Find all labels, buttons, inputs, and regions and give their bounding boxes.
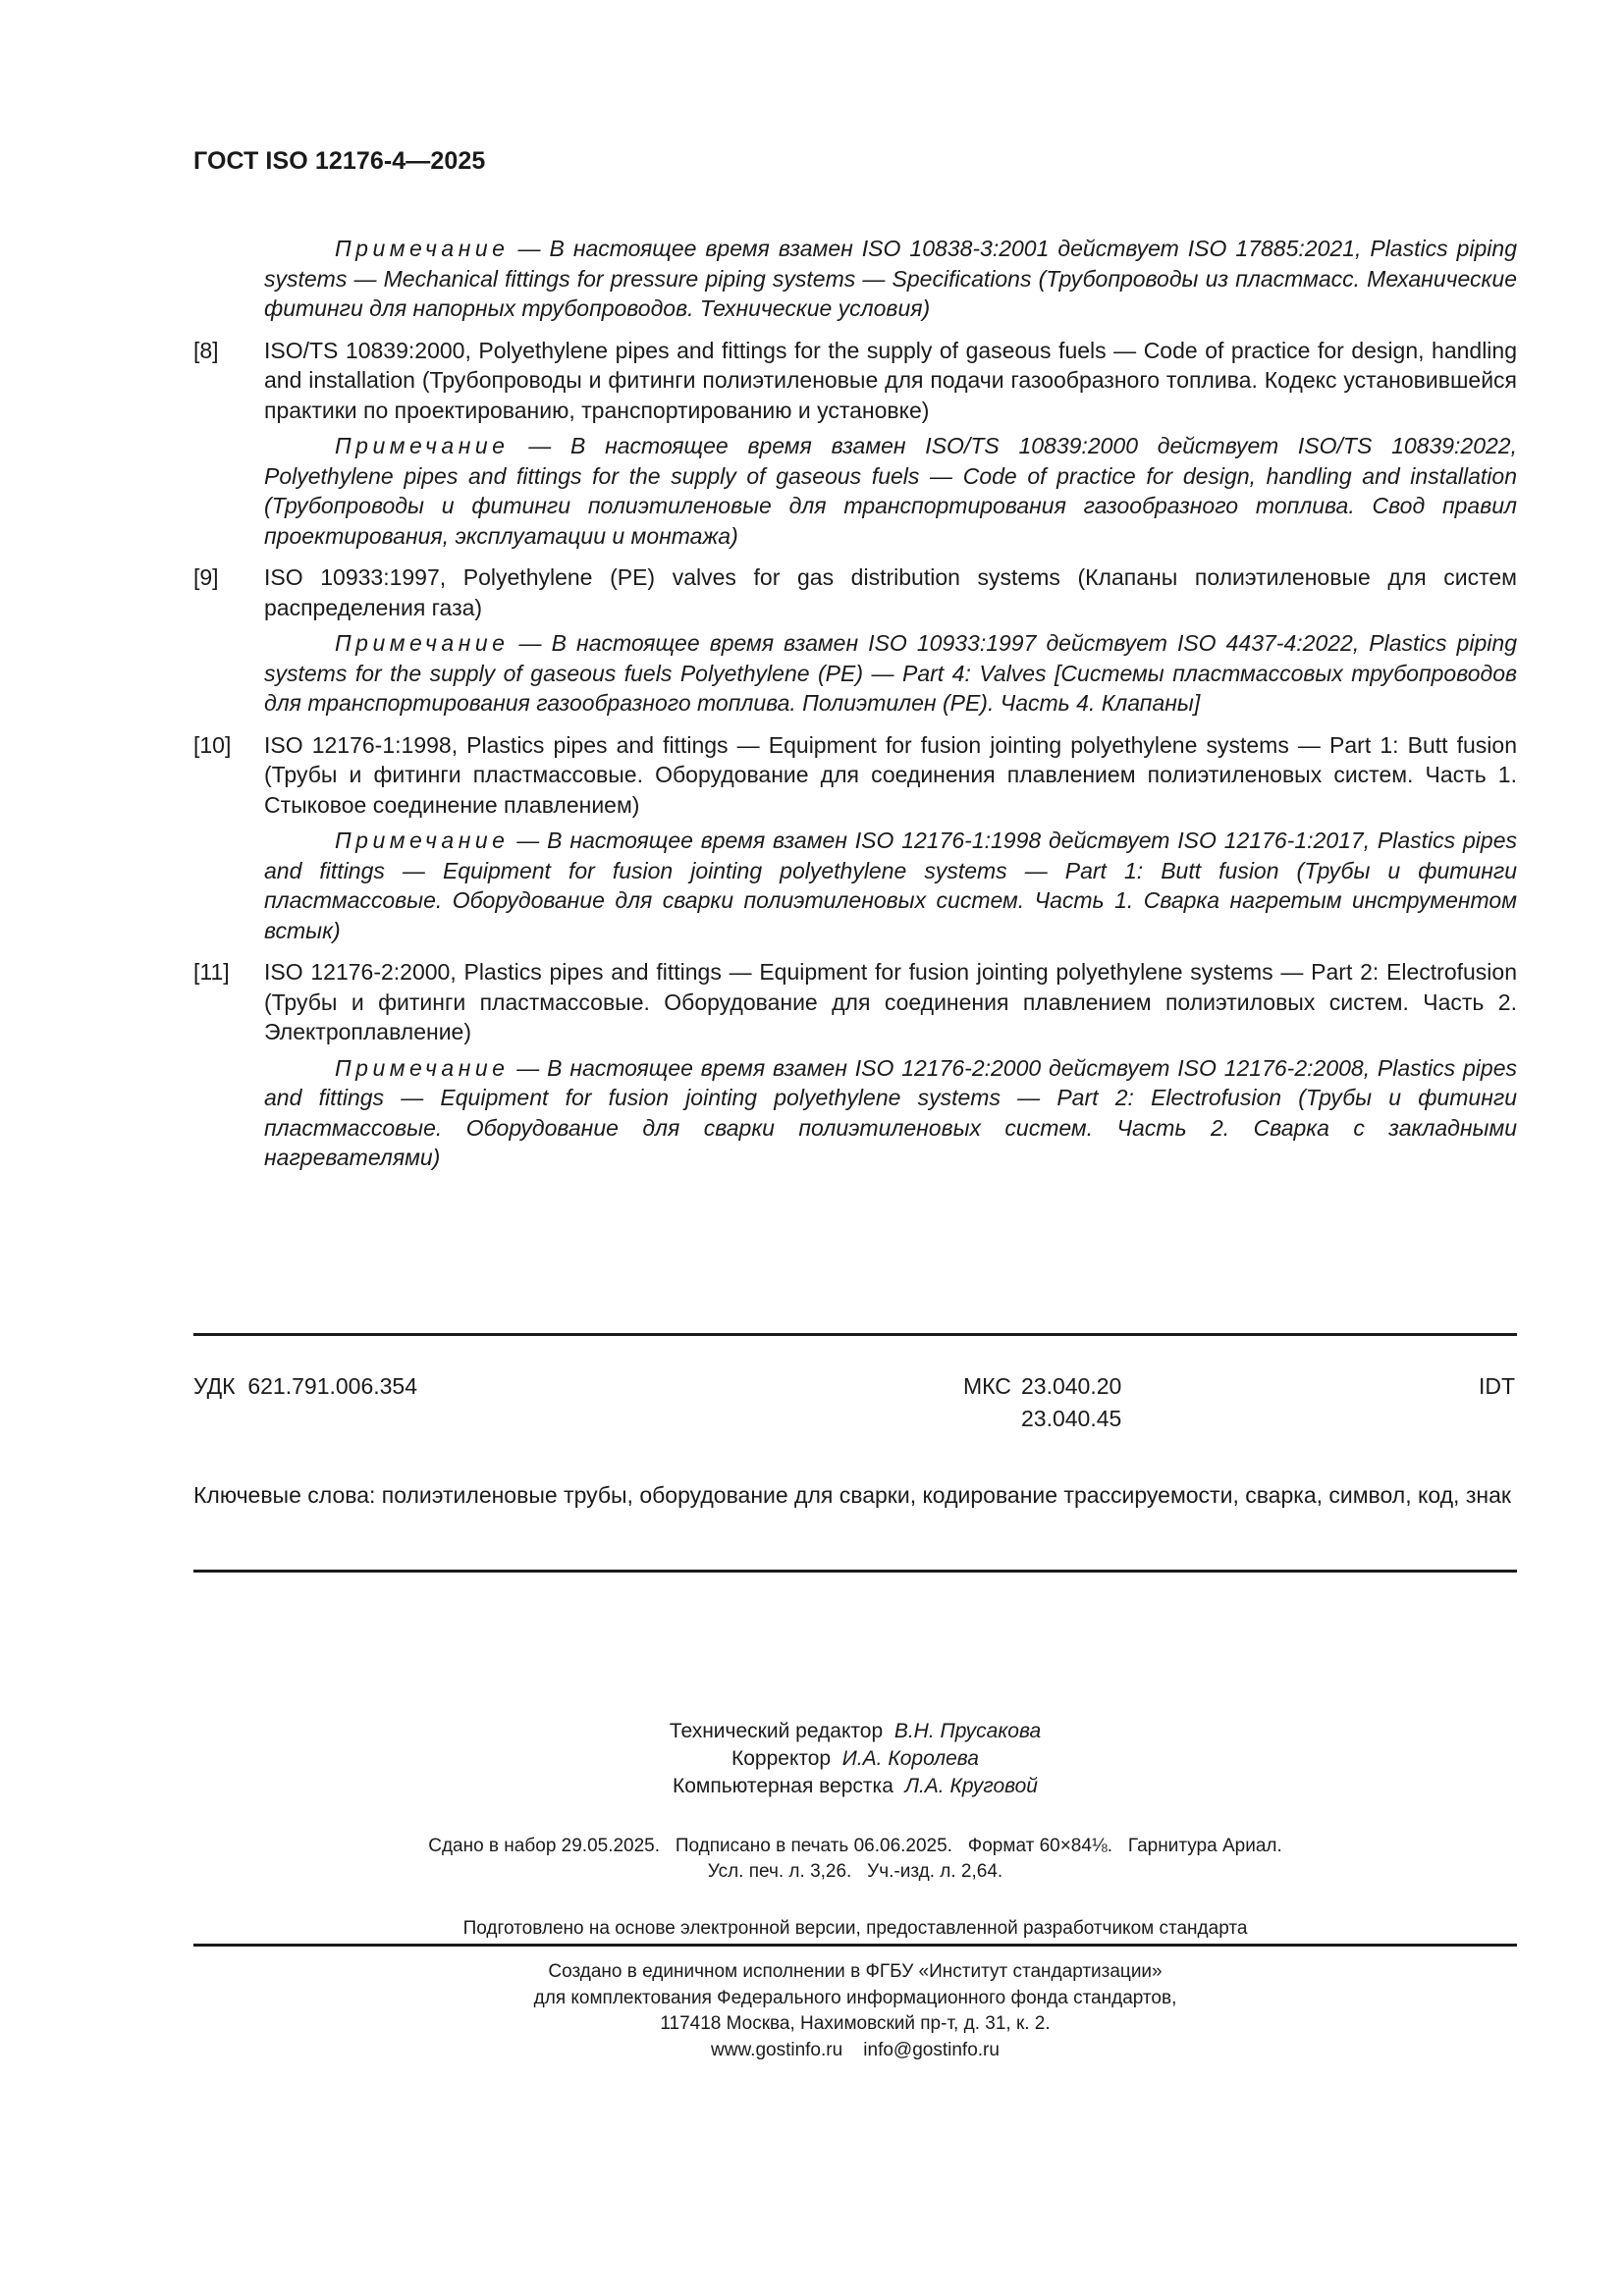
reference-note — [264, 628, 1517, 719]
reference-note — [264, 826, 1517, 945]
website-link[interactable]: www.gostinfo.ru — [711, 2039, 843, 2060]
reference-item-9 — [193, 562, 1517, 719]
reference-number: [10] — [193, 731, 232, 758]
editorial-credits — [193, 1718, 1517, 1800]
reference-number: [9] — [193, 564, 219, 590]
mks-label: МКС — [963, 1373, 1011, 1399]
credit-role: Компьютерная верстка — [672, 1775, 893, 1797]
credit-name: И.А. Королева — [841, 1747, 979, 1770]
credit-role: Технический редактор — [669, 1720, 884, 1742]
reference-number: [8] — [193, 337, 219, 363]
keywords: Ключевые слова: полиэтиленовые трубы, оборудование для сварки, кодирование трассируемости, сварка, символ, код, знак — [193, 1482, 1511, 1508]
reference-note — [264, 1053, 1517, 1173]
note-text: — В настоящее время взамен ISO 12176-1:1998 действует ISO 12176-1:2017, Plastics pipes and fittings — Equipment for fusion jointing polyethylene systems — Part 1: Butt fusion (Трубы и фитинги пластмассовые. Оборудование для сварки полиэтиленовых систем. Часть 1. Сварка нагретым инструментом встык) — [264, 828, 1517, 943]
publisher-info — [193, 1959, 1517, 2063]
divider-bottom — [193, 1570, 1517, 1573]
reference-item-11 — [193, 957, 1517, 1173]
divider-publisher — [193, 1944, 1517, 1947]
publisher-contacts — [193, 2038, 1517, 2064]
reference-note — [264, 234, 1517, 324]
note-label: Примечание — [335, 433, 510, 458]
note-label: Примечание — [335, 236, 510, 261]
harmonization-degree: IDT — [1478, 1373, 1515, 1399]
reference-item-10 — [193, 730, 1517, 946]
note-text: — В настоящее время взамен ISO 12176-2:2000 действует ISO 12176-2:2008, Plastics pipes and fittings — Equipment for fusion jointing polyethylene systems — Part 2: Electrofusion (Трубы и фитинги пластмассовые. Оборудование для сварки полиэтиленовых систем. Часть 2. Сварка с закладными нагревателями) — [264, 1054, 1517, 1170]
note-label: Примечание — [335, 630, 510, 656]
credit-layout — [193, 1773, 1517, 1800]
note-label: Примечание — [335, 828, 510, 853]
print-info-line-1: Сдано в набор 29.05.2025. Подписано в печать 06.06.2025. Формат 60×84⅛. Гарнитура Ариал. — [428, 1836, 1282, 1856]
print-info-line-2: Усл. печ. л. 3,26. Уч.-изд. л. 2,64. — [707, 1861, 1003, 1882]
print-info — [193, 1834, 1517, 1885]
credit-name: Л.А. Круговой — [904, 1775, 1038, 1797]
reference-text: ISO 12176-2:2000, Plastics pipes and fittings — Equipment for fusion jointing polyethylene systems — Part 2: Electrofusion (Трубы и фитинги пластмассовые. Оборудование для соединения плавлением полиэтиловых систем. Часть 2. Электроплавление) — [264, 959, 1517, 1044]
mks-value-2: 23.040.45 — [1021, 1406, 1122, 1431]
credit-technical-editor — [193, 1718, 1517, 1745]
reference-text: ISO 10933:1997, Polyethylene (PE) valves for gas distribution systems (Клапаны полиэтиленовые для систем распределения газа) — [264, 564, 1517, 620]
note-text: — В настоящее время взамен ISO/TS 10839:2000 действует ISO/TS 10839:2022, Polyethylene pipes and fittings for the supply of gaseous fuels — Code of practice for design, handling and installation (Трубопроводы и фитинги полиэтиленовые для транспортирования газообразного топлива. Свод правил проектирования, эксплуатации и монтажа) — [264, 433, 1517, 549]
note-text: — В настоящее время взамен ISO 10933:1997 действует ISO 4437-4:2022, Plastics piping systems for the supply of gaseous fuels Polyethylene (PE) — Part 4: Valves [Системы пластмассовых трубопроводов для транспортирования газообразного топлива. Полиэтилен (PE). Часть 4. Клапаны] — [264, 630, 1517, 716]
bibliography-list — [193, 234, 1517, 1185]
credit-role: Корректор — [731, 1747, 832, 1770]
reference-text: ISO 12176-1:1998, Plastics pipes and fittings — Equipment for fusion jointing polyethylene systems — Part 1: Butt fusion (Трубы и фитинги пластмассовые. Оборудование для соединения плавлением полиэтиленовых систем. Часть 1. Стыковое соединение плавлением) — [264, 731, 1517, 818]
reference-number: [11] — [193, 959, 230, 985]
publisher-line-1: Создано в единичном исполнении в ФГБУ «Институт стандартизации» — [548, 1961, 1163, 1982]
email-link[interactable]: info@gostinfo.ru — [863, 2039, 1000, 2060]
note-text: — В настоящее время взамен ISO 10838-3:2001 действует ISO 17885:2021, Plastics piping systems — Mechanical fittings for pressure piping systems — Specifications (Трубопроводы из пластмасс. Механические фитинги для напорных трубопроводов. Технические условия) — [264, 236, 1517, 321]
udk-code — [193, 1371, 417, 1401]
reference-note — [264, 431, 1517, 551]
credit-proofreader — [193, 1745, 1517, 1773]
reference-text: ISO/TS 10839:2000, Polyethylene pipes and fittings for the supply of gaseous fuels — Code of practice for design, handling and installation (Трубопроводы и фитинги полиэтиленовые для подачи газообразного топлива. Кодекс установившейся практики по проектированию, транспортированию и установке) — [264, 337, 1517, 423]
document-header-title: ГОСТ ISO 12176-4—2025 — [193, 147, 486, 175]
mks-value-1: 23.040.20 — [1021, 1373, 1122, 1399]
prepared-note: Подготовлено на основе электронной версии, предоставленной разработчиком стандарта — [462, 1918, 1248, 1939]
publisher-line-2: для комплектования Федерального информационного фонда стандартов, — [533, 1987, 1177, 2008]
udk-label: УДК — [193, 1373, 236, 1399]
note-label: Примечание — [335, 1054, 510, 1081]
divider-top — [193, 1333, 1517, 1336]
udk-value: 621.791.006.354 — [247, 1373, 418, 1399]
reference-item-8 — [193, 336, 1517, 552]
publisher-address: 117418 Москва, Нахимовский пр-т, д. 31, к. 2. — [660, 2013, 1051, 2034]
credit-name: В.Н. Прусакова — [893, 1720, 1042, 1742]
